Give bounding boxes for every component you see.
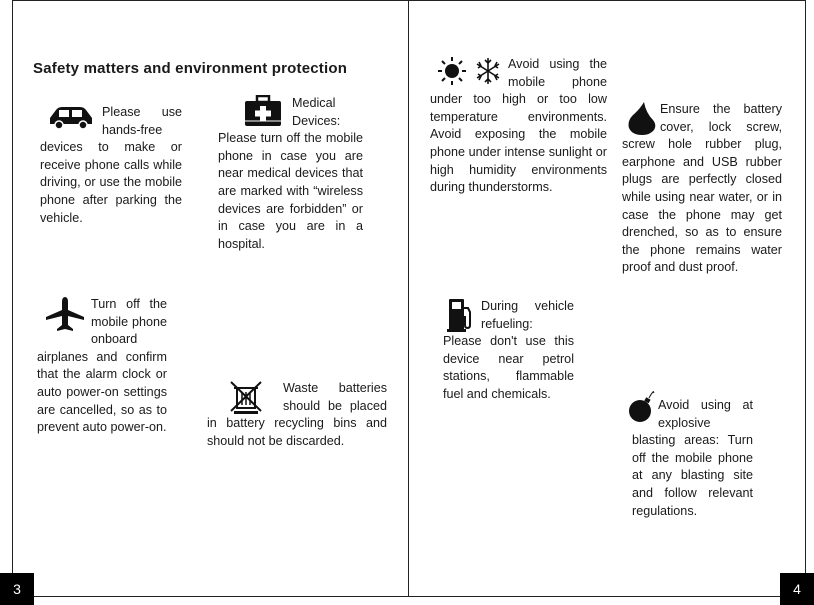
bottom-rule <box>12 596 806 597</box>
page-number-right: 4 <box>780 573 814 605</box>
bomb-icon <box>628 391 656 423</box>
page-number-left: 3 <box>0 573 34 605</box>
medical-paragraph <box>218 95 363 253</box>
car-icon <box>48 104 94 130</box>
sun-icon <box>438 56 504 86</box>
temperature-text: Avoid using the mobile phone under too high or too low temperature environments. Avoid exposing the mobile phone under intense sunlight or high humidity environments during thunderstorms. <box>430 57 607 195</box>
refueling-paragraph <box>443 298 574 404</box>
medical-text: Medical Devices: Please turn off the mobile phone in case you are near medical devices that are marked with “wireless devices are forbidden” or in case you are in a hospital. <box>218 96 363 251</box>
weather-icons <box>438 56 504 86</box>
driving-paragraph <box>40 104 182 227</box>
water-paragraph <box>622 101 782 277</box>
page-title: Safety matters and environment protection <box>33 60 348 77</box>
medical-kit-icon <box>244 95 282 127</box>
batteries-paragraph <box>207 380 387 450</box>
water-drop-icon <box>626 101 658 135</box>
blasting-text: Avoid using at explosive blasting areas: Turn off the mobile phone at any blasting site and follow relevant regulations. <box>632 398 753 518</box>
temperature-paragraph <box>430 56 607 197</box>
snowflake-icon <box>477 58 499 84</box>
crossed-bin-icon <box>229 380 263 414</box>
batteries-text: Waste batteries should be placed in battery recycling bins and should not be discarded. <box>207 381 387 448</box>
water-text: Ensure the battery cover, lock screw, screw hole rubber plug, earphone and USB rubber plugs are perfectly closed while using near water, or in case the phone may get drenched, so as to ensure the phone remains water proof and dust proof. <box>622 102 782 275</box>
airplane-text: Turn off the mobile phone onboard airplanes and confirm that the alarm clock or auto power-on settings are cancelled, so as to prevent auto power-on. <box>37 297 167 435</box>
fuel-pump-icon <box>447 298 475 332</box>
airplane-icon <box>45 296 85 332</box>
airplane-paragraph <box>37 296 167 437</box>
refueling-text: During vehicle refueling: Please don't use this device near petrol stations, flammable fuel and chemicals. <box>443 299 574 401</box>
driving-text: Please use hands-free devices to make or receive phone calls while driving, or use the mobile phone after parking the vehicle. <box>40 105 182 225</box>
blasting-paragraph <box>632 397 753 520</box>
